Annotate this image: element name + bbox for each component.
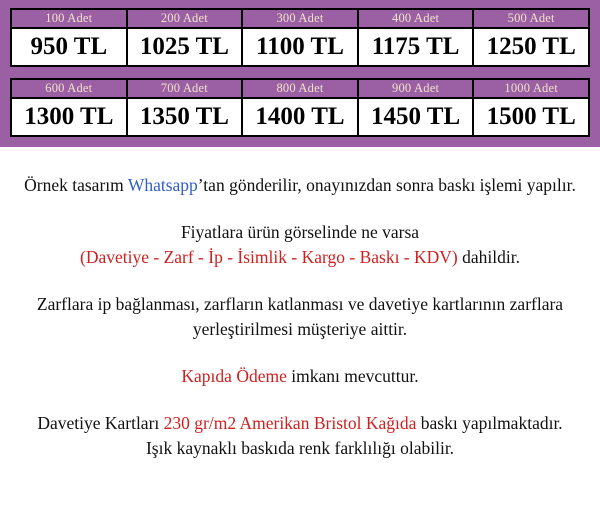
- price-cell: [474, 10, 588, 65]
- price-cell: [359, 10, 475, 65]
- note-text: Davetiye Kartları: [37, 413, 164, 433]
- note-text: dahildir.: [457, 247, 520, 267]
- price-value: 950 TL: [30, 33, 108, 60]
- note-text: imkanı mevcuttur.: [286, 366, 419, 386]
- price-cell: [128, 80, 244, 135]
- note-text: baskı yapılmaktadır.: [416, 413, 563, 433]
- quantity-label: 700 Adet: [128, 80, 242, 99]
- quantity-label: 600 Adet: [12, 80, 126, 99]
- note-text: Zarflara ip bağlanması, zarfların katlanması ve davetiye kartlarının zarflara: [36, 294, 564, 314]
- note-whatsapp: [14, 173, 586, 198]
- note-customer-responsibility: [14, 292, 586, 342]
- quantity-label: 1000 Adet: [474, 80, 588, 99]
- price-row-1: [10, 8, 590, 67]
- paper-type-highlight: 230 gr/m2 Amerikan Bristol Kağıda: [163, 413, 417, 433]
- price-cell: [359, 80, 475, 135]
- note-text: ’tan gönderilir, onayınızdan sonra baskı işlemi yapılır.: [197, 175, 576, 195]
- note-text: Fiyatlara ürün görselinde ne varsa: [180, 222, 420, 242]
- price-cell: [128, 10, 244, 65]
- quantity-label: 900 Adet: [359, 80, 473, 99]
- cash-on-delivery-highlight: Kapıda Ödeme: [181, 366, 287, 386]
- price-row-2: [10, 78, 590, 137]
- quantity-label: 400 Adet: [359, 10, 473, 29]
- included-items-highlight: (Davetiye - Zarf - İp - İsimlik - Kargo - Baskı - KDV): [80, 247, 458, 267]
- price-value: 1250 TL: [486, 33, 576, 60]
- price-cell: [12, 10, 128, 65]
- price-value: 1025 TL: [139, 33, 229, 60]
- quantity-label: 200 Adet: [128, 10, 242, 29]
- price-value: 1400 TL: [255, 103, 345, 130]
- note-text: yerleştirilmesi müşteriye aittir.: [192, 319, 408, 339]
- notes-section: [0, 147, 600, 461]
- price-cell: [474, 80, 588, 135]
- price-value: 1500 TL: [486, 103, 576, 130]
- price-value: 1300 TL: [24, 103, 114, 130]
- quantity-label: 300 Adet: [243, 10, 357, 29]
- price-cell: [12, 80, 128, 135]
- quantity-label: 500 Adet: [474, 10, 588, 29]
- note-text: Işık kaynaklı baskıda renk farklılığı olabilir.: [145, 438, 455, 458]
- price-value: 1450 TL: [371, 103, 461, 130]
- note-paper-type: [14, 411, 586, 461]
- price-value: 1100 TL: [256, 33, 344, 60]
- note-text: Örnek tasarım: [24, 175, 128, 195]
- price-value: 1175 TL: [371, 33, 460, 60]
- note-cash-on-delivery: [14, 364, 586, 389]
- quantity-label: 800 Adet: [243, 80, 357, 99]
- quantity-label: 100 Adet: [12, 10, 126, 29]
- price-cell: [243, 80, 359, 135]
- whatsapp-highlight: Whatsapp: [127, 175, 198, 195]
- price-value: 1350 TL: [139, 103, 229, 130]
- price-table-banner: [0, 0, 600, 147]
- price-cell: [243, 10, 359, 65]
- note-included: [14, 220, 586, 270]
